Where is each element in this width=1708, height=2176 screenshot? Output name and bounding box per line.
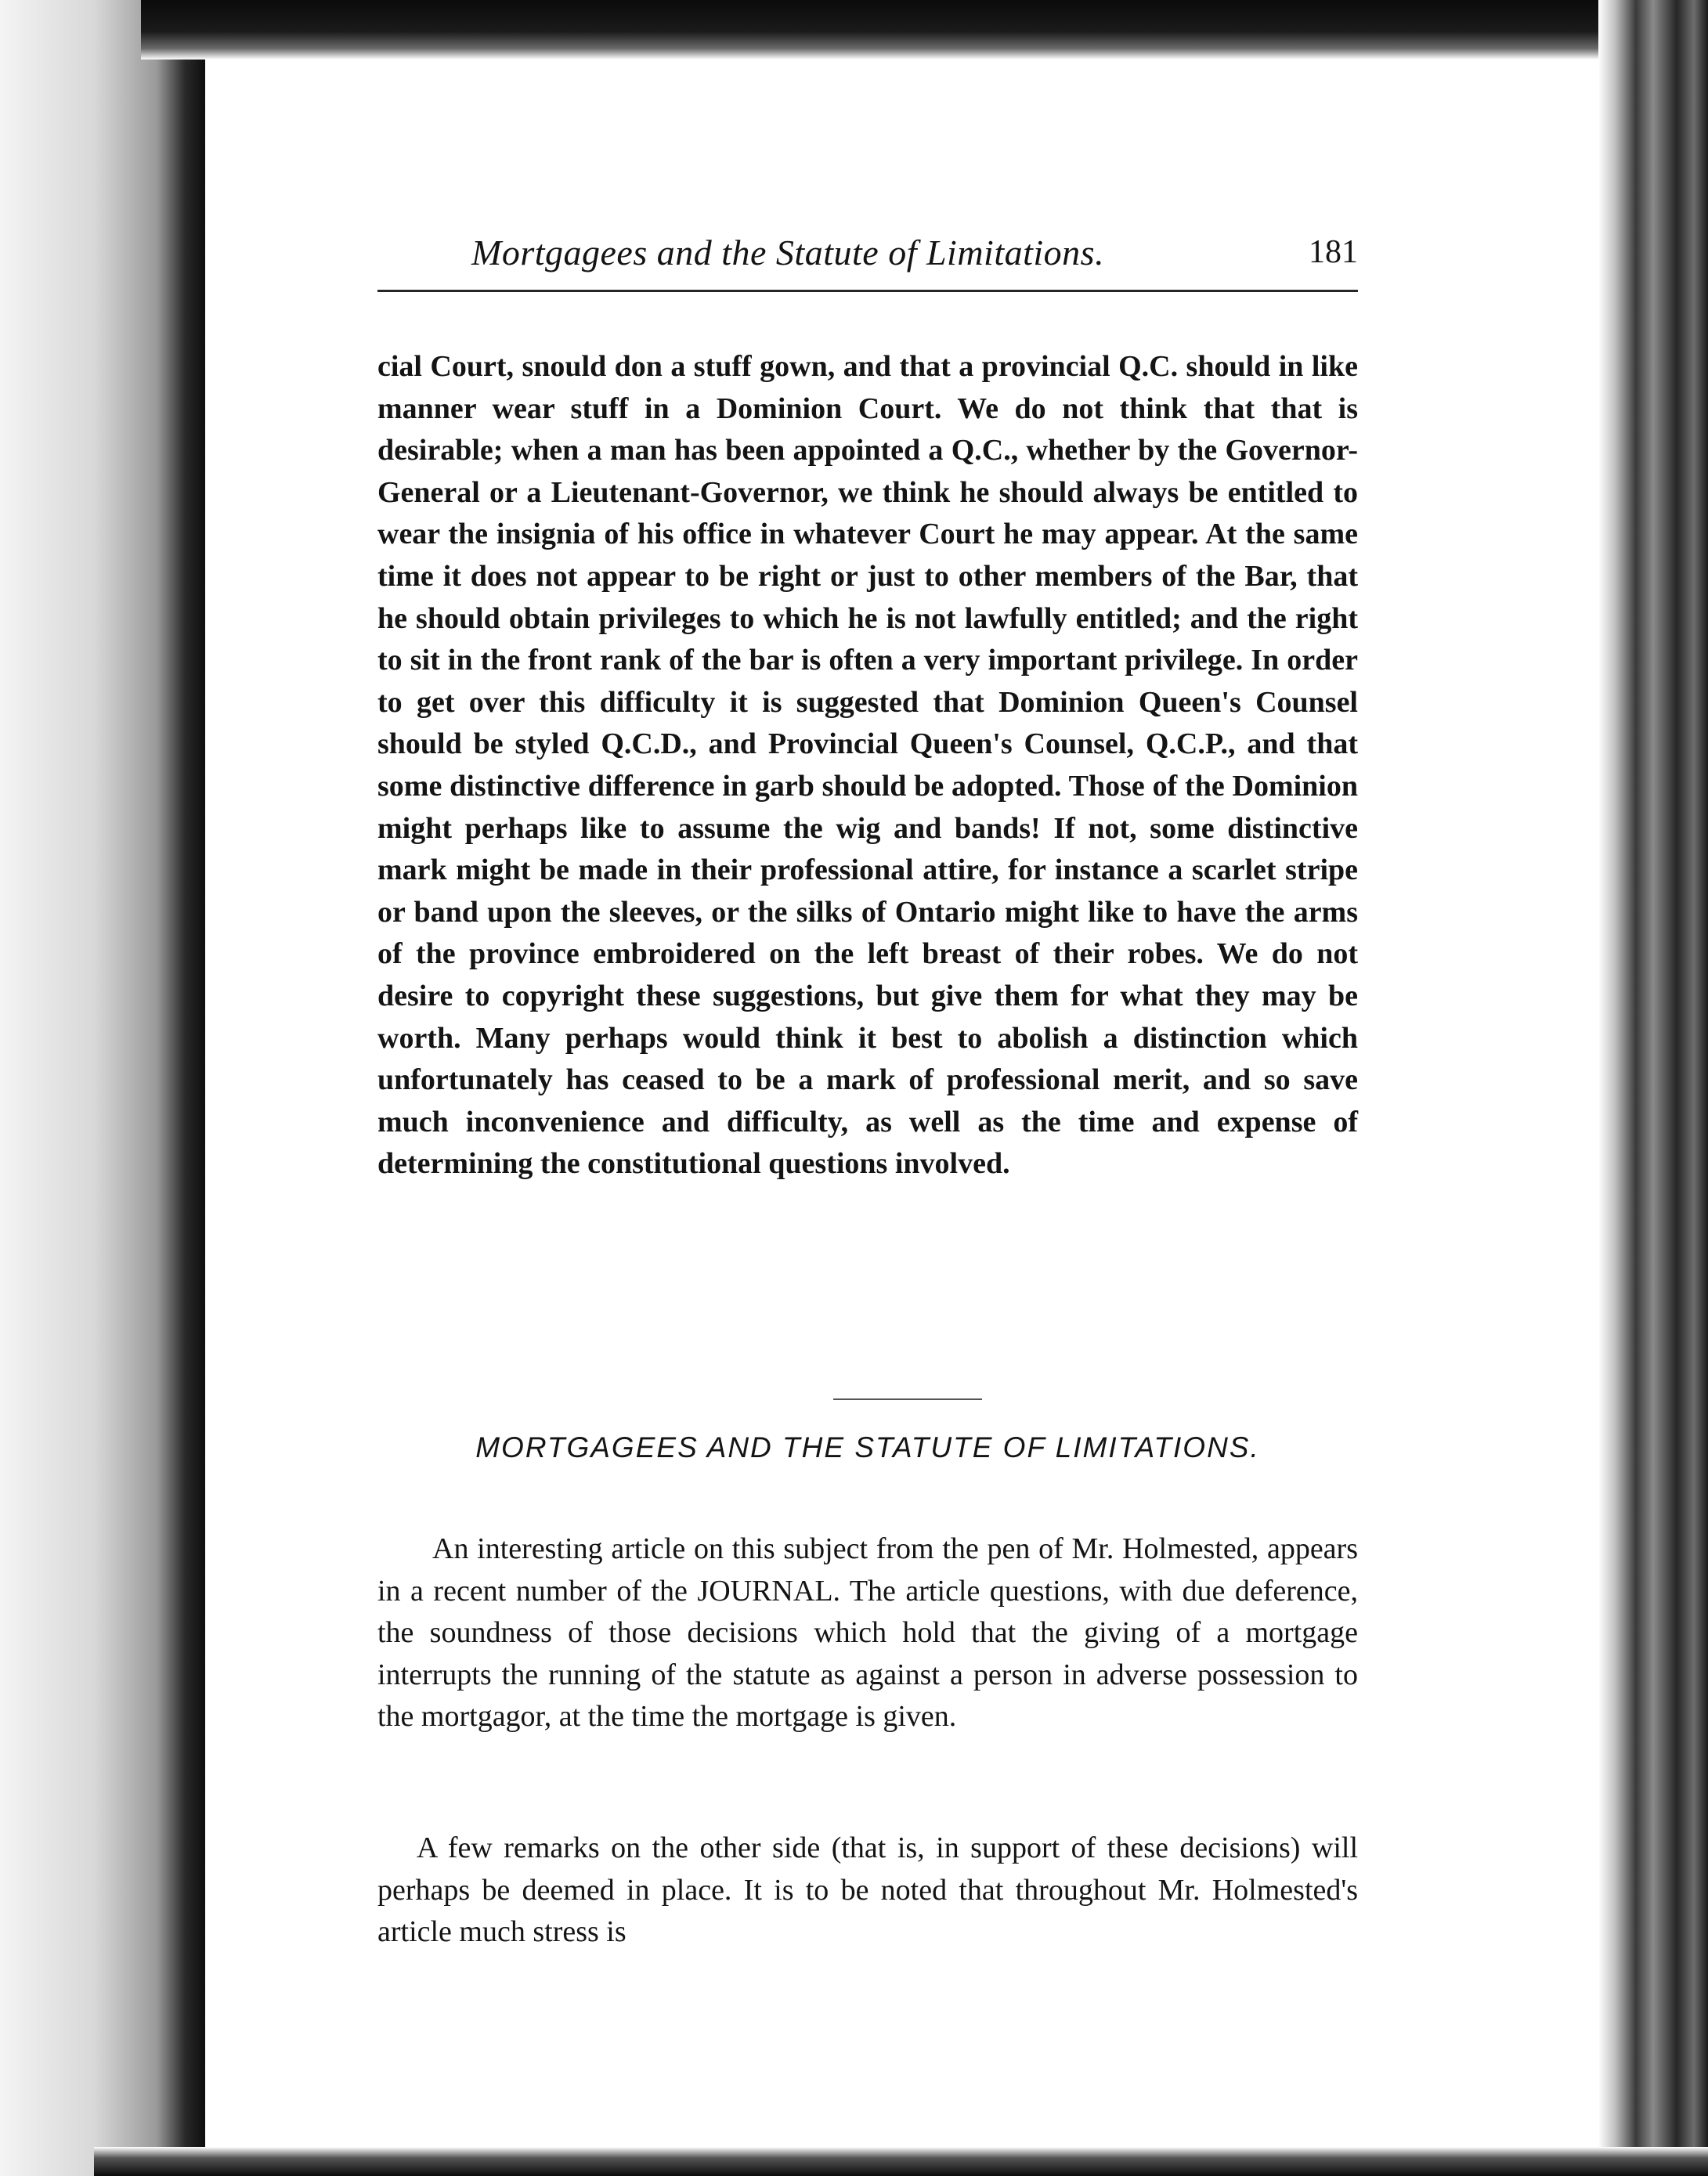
scan-left-edge [0, 0, 205, 2176]
scan-top-edge [141, 0, 1708, 60]
scan-bottom-edge [94, 2147, 1708, 2176]
body-paragraph-2: An interesting article on this subject from the pen of Mr. Holmested, appears in a recent number of the JOURNAL. The article questions, with due deference, the soundness of those decisions which hold that the giving of a mortgage interrupts the running of the statute as against a person in adverse possession to the mortgagor, at the time the mortgage is given. [377, 1532, 1358, 1734]
body-paragraph-3: A few remarks on the other side (that is, in support of these decisions) will perhaps be deemed in place. It is to be noted that throughout Mr. Holmested's article much stress is [377, 1831, 1358, 1949]
section-heading: MORTGAGEES AND THE STATUTE OF LIMITATIONS. [475, 1431, 1260, 1463]
body-paragraph-1: cial Court, snould don a stuff gown, and that a provincial Q.C. should in like manner wear stuff in a Dominion Court. We do not think that that is desirable; when a man has been appointed a Q.C., whether by the Governor-General or a Lieutenant-Governor, we think he should always be entitled to wear the insignia of his office in whatever Court he may appear. At the same time it does not appear to be right or just to other members of the Bar, that he should obtain privileges to which he is not lawfully entitled; and the right to sit in the front rank of the bar is often a very important privilege. In order to get over this difficulty it is suggested that Dominion Queen's Counsel should be styled Q.C.D., and Provincial Queen's Counsel, Q.C.P., and that some distinctive difference in garb should be adopted. Those of the Dominion might perhaps like to assume the wig and bands! If not, some distinctive mark might be made in their professional attire, for instance a scarlet stripe or band upon the sleeves, or the silks of Ontario might like to have the arms of the province embroidered on the left breast of their robes. We do not desire to copyright these suggestions, but give them for what they may be worth. Many perhaps would think it best to abolish a distinction which unfortunately has ceased to be a mark of professional merit, and so save much inconvenience and difficulty, as well as the time and expense of determining the constitutional questions involved. [377, 350, 1358, 1181]
running-title: Mortgagees and the Statute of Limitations. [471, 233, 1105, 272]
page-number: 181 [1309, 234, 1358, 270]
running-header [377, 232, 1358, 287]
section-divider [833, 1398, 982, 1400]
header-rule [377, 290, 1358, 292]
scan-right-edge [1598, 0, 1708, 2176]
